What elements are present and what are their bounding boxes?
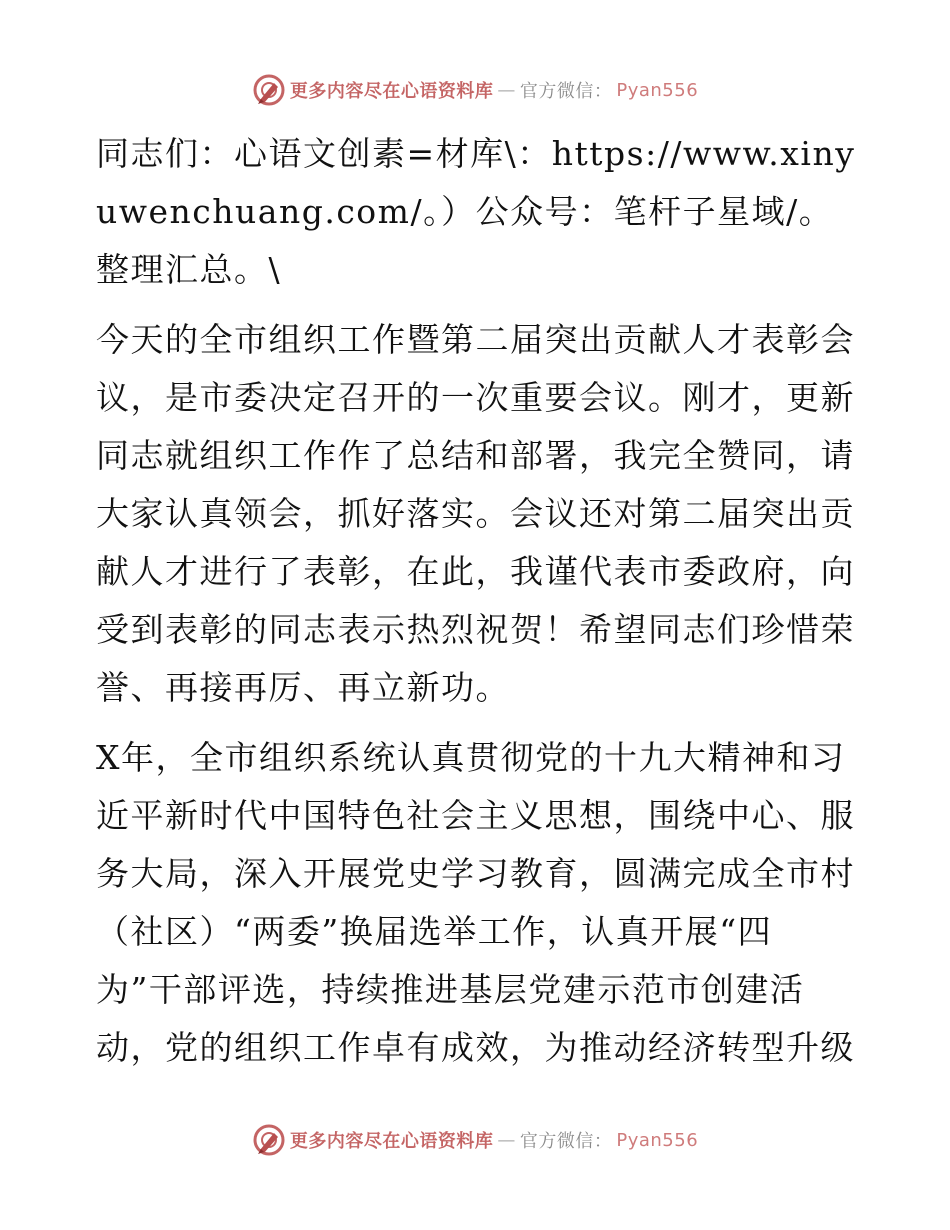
document-body [96, 125, 856, 1089]
brand-logo-icon [252, 73, 286, 107]
header-banner [0, 70, 950, 110]
paragraph-intro: 同志们：心语文创素=材库\：https://www.xinyuwenchuang.com/。）公众号：笔杆子星域/。整理汇总。\ [96, 134, 856, 289]
footer-banner-colon: ： [593, 1131, 613, 1152]
header-banner-separator: — [497, 79, 516, 101]
footer-banner-text [290, 1127, 698, 1153]
footer-banner-separator: — [497, 1129, 516, 1151]
footer-banner-official: 官方微信 [519, 1131, 594, 1152]
header-banner-colon: ： [593, 81, 613, 102]
footer-banner-wechat-id: Pyan556 [616, 1129, 699, 1151]
footer-banner [0, 1120, 950, 1160]
paragraph-achievements: X年，全市组织系统认真贯彻党的十九大精神和习近平新时代中国特色社会主义思想，围绕中心、服务大局，深入开展党史学习教育，圆满完成全市村（社区）“两委”换届选举工作，认真开展“四为”干部评选，持续推进基层党建示范市创建活动，党的组织工作卓有成效，为推动经济转型升级 [96, 738, 855, 1067]
header-banner-main: 更多内容尽在心语资料库 [289, 81, 494, 102]
paragraph-meeting: 今天的全市组织工作暨第二届突出贡献人才表彰会议，是市委决定召开的一次重要会议。刚才，更新同志就组织工作作了总结和部署，我完全赞同，请大家认真领会，抓好落实。会议还对第二届突出贡献人才进行了表彰，在此，我谨代表市委政府，向受到表彰的同志表示热烈祝贺！希望同志们珍惜荣誉、再接再厉、再立新功。 [96, 320, 855, 707]
footer-banner-main: 更多内容尽在心语资料库 [289, 1131, 494, 1152]
header-banner-text [290, 77, 698, 103]
header-banner-wechat-id: Pyan556 [616, 79, 699, 101]
brand-logo-icon [252, 1123, 286, 1157]
header-banner-official: 官方微信 [519, 81, 594, 102]
